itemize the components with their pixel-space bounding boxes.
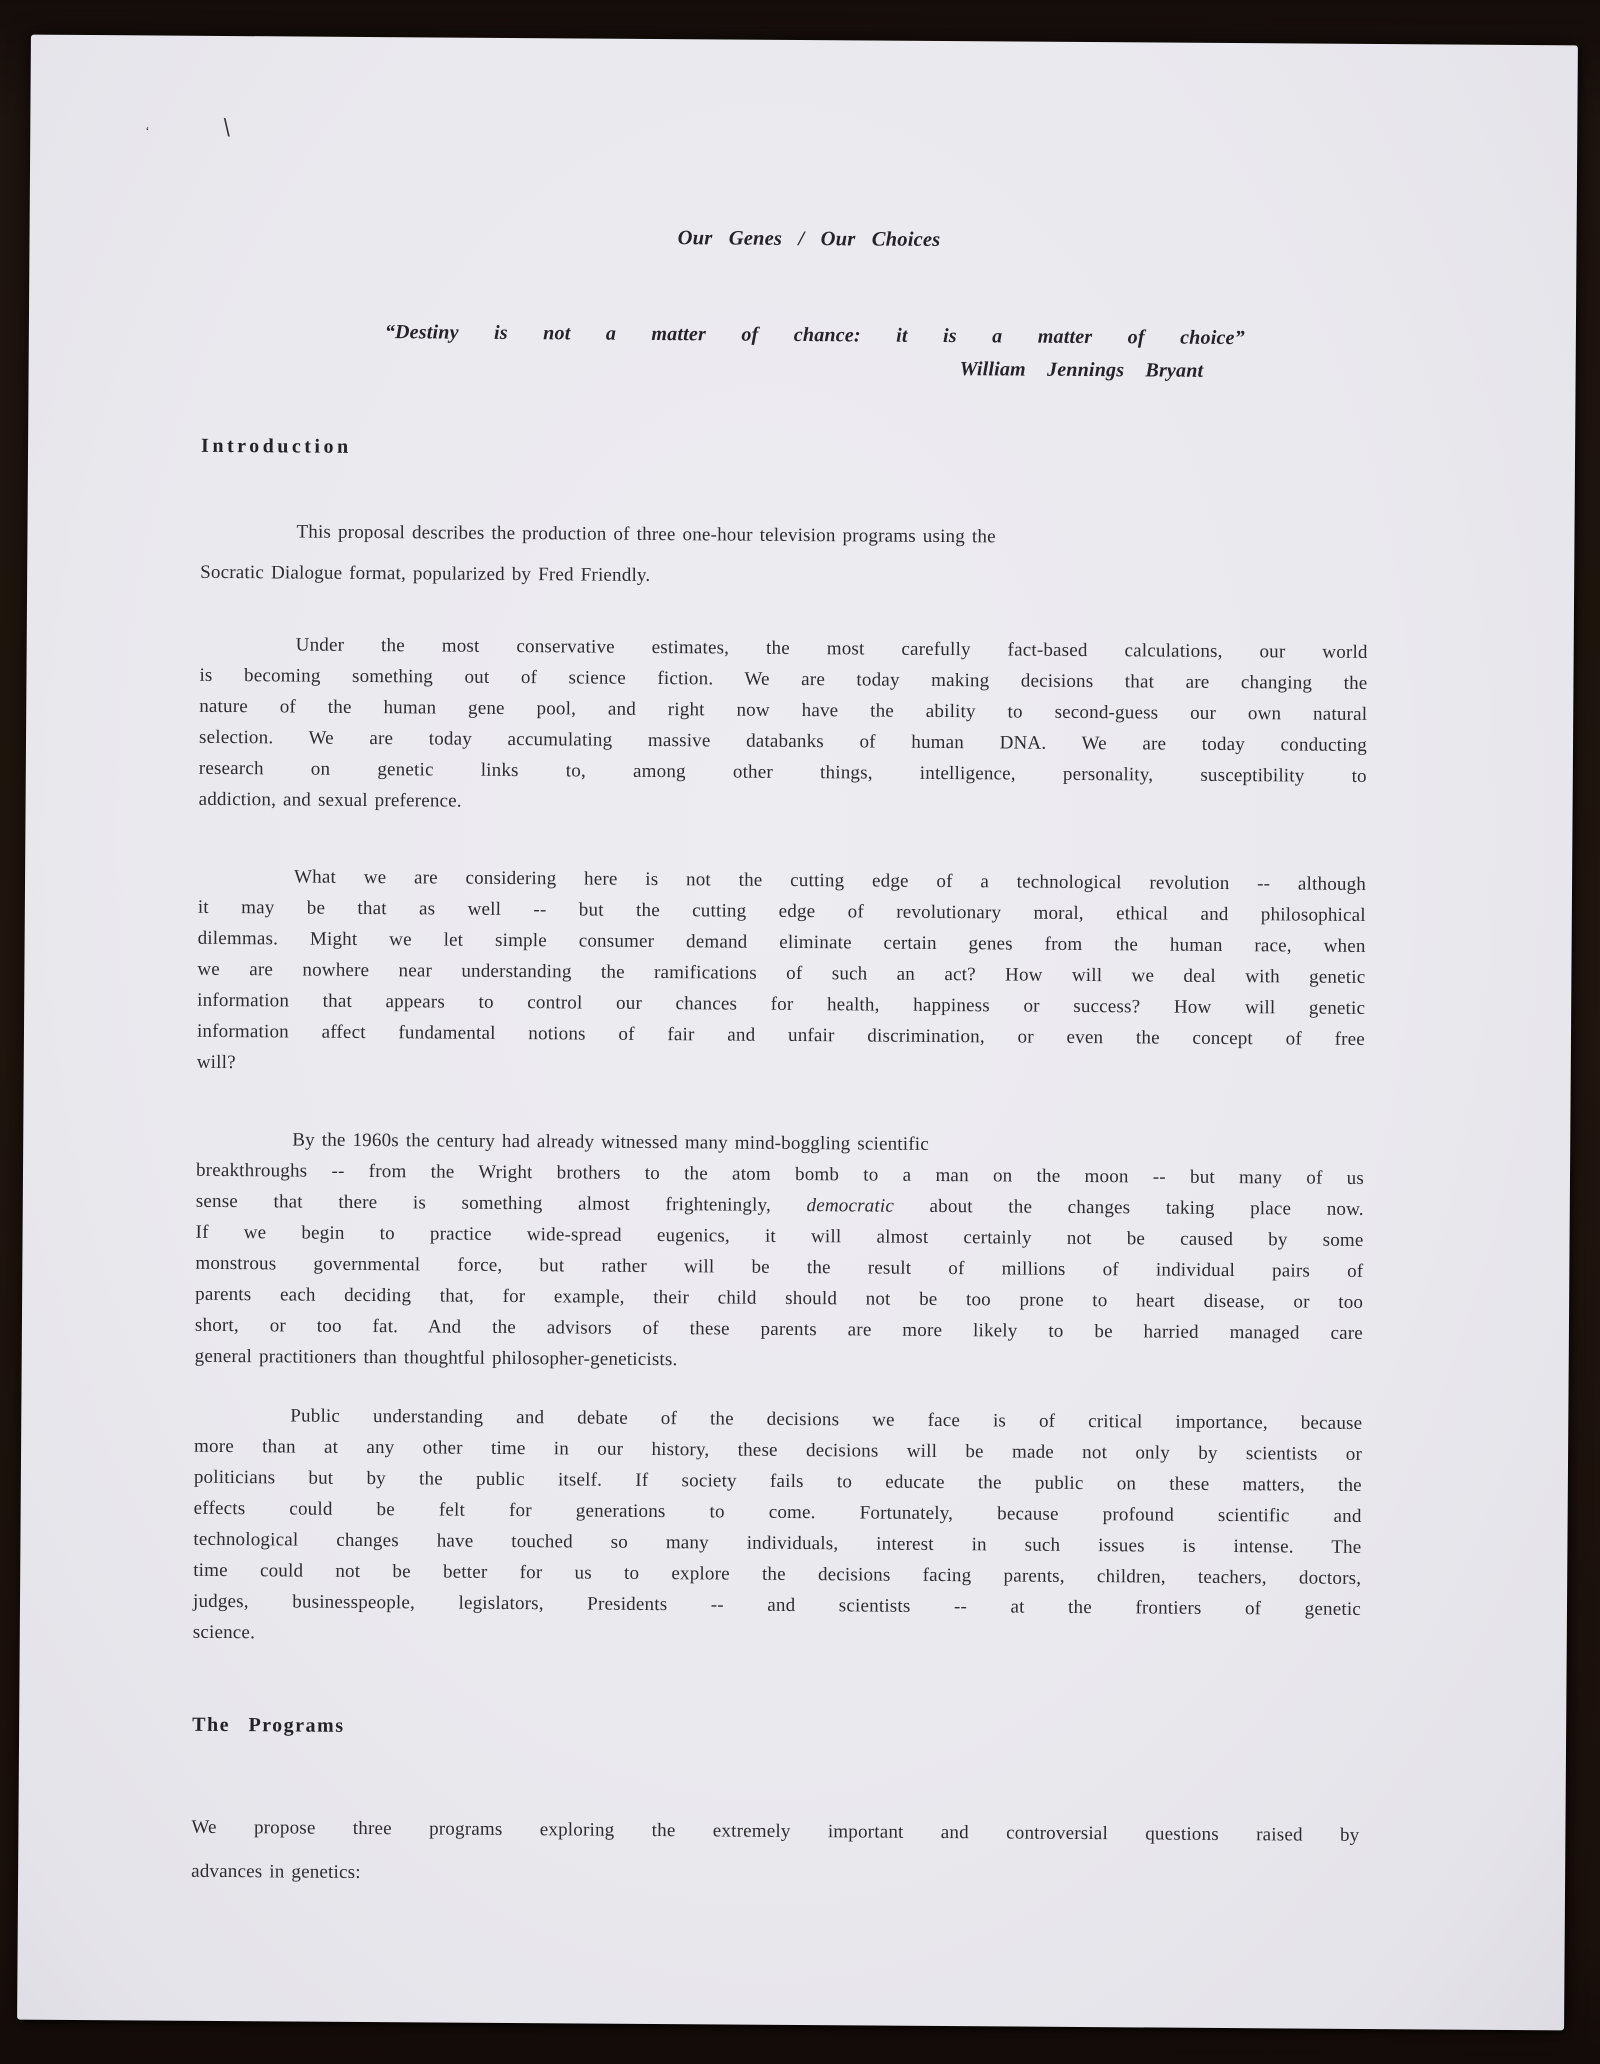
text-segment: If we begin to practice wide-spread eugenics, it will almost certainly not be caused by some: [195, 1221, 1364, 1251]
text-segment: information affect fundamental notions of fair and unfair discrimination, or even the concept of free: [196, 1020, 1366, 1050]
text-segment: monstrous governmental force, but rather will be the result of millions of individual pairs of: [195, 1252, 1364, 1282]
quote-attribution: William Jennings Bryant: [959, 358, 1204, 382]
paragraph-intro-p5: [193, 1400, 1363, 1656]
text-segment: we are nowhere near understanding the ramifications of such an act? How will we deal with genetic: [197, 958, 1366, 988]
text-segment: effects could be felt for generations to come. Fortunately, because profound scientific and: [193, 1497, 1362, 1527]
text-segment: breakthroughs -- from the Wright brothers to the atom bomb to a man on the moon -- but many of us: [195, 1159, 1365, 1189]
text-segment: By the 1960s the century had already witnessed many mind-boggling scientific: [292, 1129, 930, 1155]
text-segment: more than at any other time in our history, these decisions will be made not only by scientists or: [194, 1435, 1363, 1465]
text-line: [200, 552, 1368, 601]
paragraph-intro-p1: [200, 511, 1369, 601]
text-segment: will?: [196, 1051, 236, 1074]
text-segment: advances in genetics:: [191, 1860, 361, 1883]
text-segment: Socratic Dialogue format, popularized by Fred Friendly.: [200, 561, 651, 586]
document-page: [17, 35, 1578, 2031]
text-segment: nature of the human gene pool, and right now have the ability to second-guess our own natural: [199, 695, 1368, 725]
text-segment: dilemmas. Might we let simple consumer demand eliminate certain genes from the human race, when: [197, 927, 1366, 957]
text-segment: selection. We are today accumulating massive databanks of human DNA. We are today conducting: [198, 726, 1368, 756]
text-segment: parents each deciding that, for example, their child should not be too prone to heart disease, or too: [195, 1283, 1364, 1313]
text-segment: What we are considering here is not the cutting edge of a technological revolution -- although: [294, 866, 1367, 895]
text-segment: about the changes taking place now.: [893, 1195, 1364, 1220]
paragraph-intro-p2: [199, 629, 1368, 823]
text-segment: Public understanding and debate of the decisions we face is of critical importance, because: [290, 1405, 1363, 1434]
text-block: [191, 36, 1372, 1902]
text-segment: This proposal describes the production of three one-hour television programs using the: [296, 521, 996, 548]
ink-speck: ‘: [145, 123, 150, 139]
text-segment: short, or too fat. And the advisors of these parents are more likely to be harried managed care: [194, 1314, 1363, 1344]
text-segment: time could not be better for us to explore the decisions facing parents, children, teachers, doctors,: [193, 1559, 1362, 1589]
text-segment: is becoming something out of science fiction. We are today making decisions that are changing the: [199, 664, 1368, 694]
paragraph-intro-p4: [195, 1124, 1365, 1380]
text-segment: Under the most conservative estimates, the most carefully fact-based calculations, our world: [295, 634, 1368, 663]
text-segment: information that appears to control our chances for health, happiness or success? How will genetic: [197, 989, 1366, 1019]
paragraph-intro-p3: [197, 861, 1366, 1086]
document-title: Our Genes / Our Choices: [677, 227, 941, 251]
text-segment: it may be that as well -- but the cutting edge of revolutionary moral, ethical and philosophical: [197, 896, 1366, 926]
text-segment: We propose three programs exploring the extremely important and controversial questions raised by: [191, 1816, 1360, 1846]
italic-text-segment: democratic: [806, 1195, 895, 1217]
text-segment: judges, businesspeople, legislators, Presidents -- and scientists -- at the frontiers of genetic: [192, 1590, 1362, 1620]
text-segment: technological changes have touched so many individuals, interest in such issues is intense. The: [193, 1528, 1362, 1558]
text-segment: sense that there is something almost frighteningly,: [195, 1190, 807, 1217]
text-segment: politicians but by the public itself. If society fails to educate the public on these matters, the: [193, 1466, 1362, 1496]
text-segment: science.: [192, 1621, 256, 1644]
programs-paragraphs: [191, 1806, 1360, 1902]
ink-speck: ╲: [220, 120, 233, 137]
text-segment: addiction, and sexual preference.: [198, 788, 462, 812]
text-line: [191, 1850, 1359, 1902]
epigraph-quote: “Destiny is not a matter of chance: it is a matter of choice”: [384, 321, 1245, 350]
text-segment: research on genetic links to, among other things, intelligence, personality, susceptibility to: [198, 757, 1367, 787]
text-segment: general practitioners than thoughtful philosopher-geneticists.: [194, 1345, 678, 1371]
section-heading-introduction: Introduction: [201, 434, 352, 458]
introduction-paragraphs: [193, 511, 1369, 1656]
text-line: [191, 1806, 1359, 1858]
section-heading-programs: The Programs: [192, 1713, 345, 1737]
paragraph-programs-p1: [191, 1806, 1360, 1902]
